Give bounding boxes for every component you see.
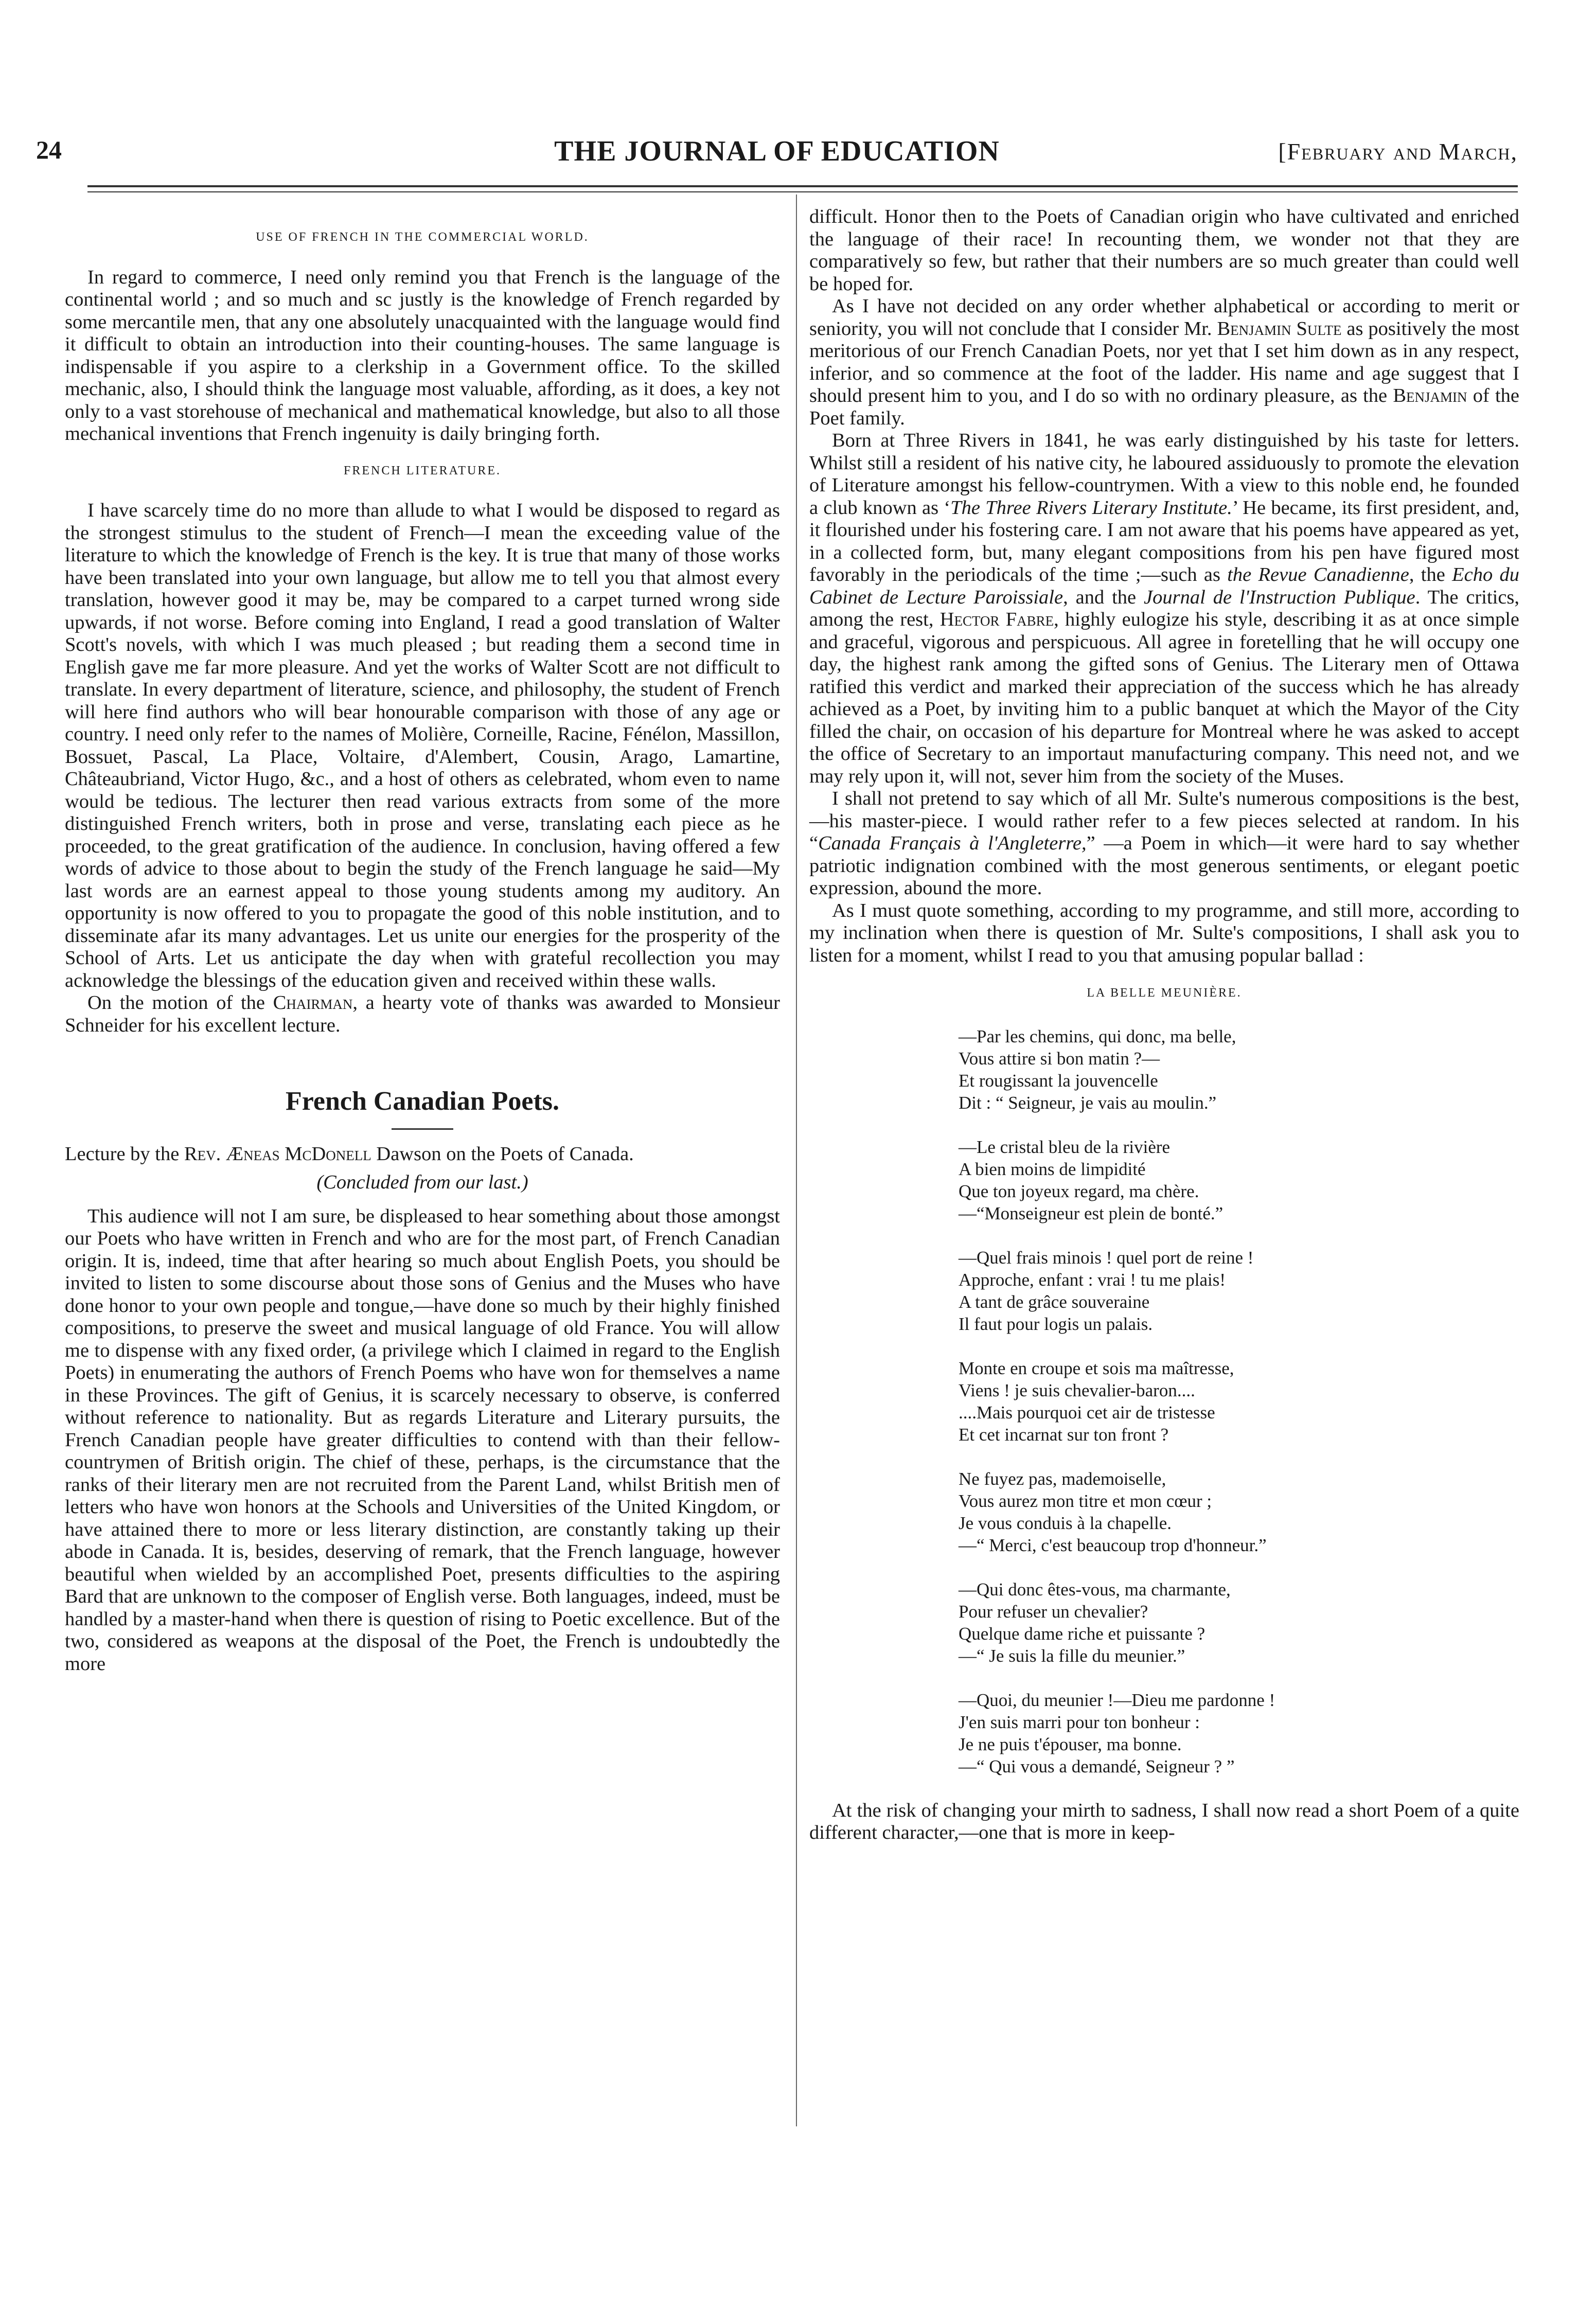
poem [959,1025,1519,1778]
poem-title: LA BELLE MEUNIÈRE. [1087,986,1242,1000]
poem-line: —“ Qui vous a demandé, Seigneur ? ” [959,1756,1235,1777]
poem-line: Quelque dame riche et puissante ? [959,1623,1205,1644]
poem-line: Ne fuyez pas, mademoiselle, [959,1468,1166,1489]
poem-line: Viens ! je suis chevalier-baron.... [959,1380,1195,1400]
right-column [809,206,1519,1844]
poem-line: Vous aurez mon titre et mon cœur ; [959,1490,1212,1511]
poem-line: —Quoi, du meunier !—Dieu me pardonne ! [959,1690,1275,1710]
poem-line: —Le cristal bleu de la rivière [959,1136,1171,1157]
poem-line: —Par les chemins, qui donc, ma belle, [959,1026,1236,1046]
section-title: French Canadian Poets. [285,1087,560,1116]
poem-line: —Quel frais minois ! quel port de reine ! [959,1247,1254,1268]
heading-commerce: USE OF FRENCH IN THE COMMERCIAL WORLD. [256,230,589,244]
poem-line: —“ Je suis la fille du meunier.” [959,1645,1185,1666]
issue-date: [February and March, [1278,138,1518,165]
poem-line: ....Mais pourquoi cet air de tristesse [959,1402,1215,1423]
poem-line: —“Monseigneur est plein de bonté.” [959,1203,1223,1223]
poem-line: Approche, enfant : vrai ! tu me plais! [959,1269,1226,1290]
page-header [36,135,1518,181]
poem-line: Je vous conduis à la chapelle. [959,1513,1172,1533]
byline: Lecture by the Rev. Æneas McDonell Dawson on the Poets of Canada. [65,1143,634,1165]
paragraph-vote-of-thanks: On the motion of the Chairman, a hearty vote of thanks was awarded to Monsieur Schneider for his excellent lecture. [65,992,780,1036]
paragraph-continued: difficult. Honor then to the Poets of Canadian origin who have cultivated and enriched the language of their race! In recounting them, we wonder not that they are comparatively so few, but rather that their numbers are so much greater than could well be hoped for. [809,206,1519,295]
journal-title: THE JOURNAL OF EDUCATION [554,135,1000,167]
header-rule-thin [87,191,1518,192]
poem-line: —“ Merci, c'est beaucoup trop d'honneur.” [959,1535,1267,1555]
poem-line: J'en suis marri pour ton bonheur : [959,1712,1200,1732]
poem-line: Vous attire si bon matin ?— [959,1048,1160,1069]
title-rule [392,1128,453,1130]
poem-stanza [959,1247,1519,1335]
paragraph-ballad-intro: As I must quote something, according to my programme, and still more, according to my inclination when there is question of Mr. Sulte's compositions, I shall ask you to listen for a moment, whilst I read to you that amusing popular ballad : [809,899,1519,966]
poem-line: A bien moins de limpidité [959,1159,1146,1179]
header-rule [87,185,1518,187]
poem-line: Monte en croupe et sois ma maîtresse, [959,1358,1234,1378]
poem-line: Pour refuser un chevalier? [959,1601,1148,1622]
poem-line: Il faut pour logis un palais. [959,1313,1153,1334]
poem-stanza [959,1578,1519,1667]
paragraph-compositions: I shall not pretend to say which of all Mr. Sulte's numerous compositions is the best,—his master-piece. I would rather refer to a few pieces selected at random. In his “Canada Français à l'Angleterre,” —a Poem in which—it were hard to say whether patriotic indignation combined with the most generous sentiments, or elegant poetic expression, abound the more. [809,788,1520,899]
paragraph-literature: I have scarcely time do no more than allude to what I would be disposed to regard as the strongest stimulus to the student of French—I mean the exceeding value of the literature to which the knowledge of French is the key. It is true that many of those works have been translated into your own language, but allow me to tell you that almost every translation, however good it may be, may be compared to a carpet turned wrong side upwards, if not worse. Before coming into England, I read a good translation of Walter Scott's novels, with which I was much pleased ; but reading them a second time in English gave me far more pleasure. And yet the works of Walter Scott are not difficult to translate. In every department of literature, science, and philosophy, the student of French will here find authors who will bear honourable comparison with those of any age or country. I need only refer to the names of Molière, Corneille, Racine, Fénélon, Massillon, Bossuet, Pascal, La Place, Voltaire, d'Alembert, Cousin, Arago, Lamartine, Châteaubriand, Victor Hugo, &c., and a host of others as celebrated, whom even to name would be tedious. The lecturer then read various extracts from some of the more distinguished French writers, both in prose and verse, translating each piece as he proceeded, to the great gratification of the audience. In conclusion, having offered a few words of advice to those about to begin the study of the French language he said—My last words are an earnest appeal to those young students among my auditory. An opportunity is now offered to you to propagate the good of this noble institution, and to disseminate afar its many advantages. Let us unite our energies for the prosperity of the School of Arts. Let us anticipate the day when with grateful recollection you may acknowledge the blessings of the education given and received within these walls. [65,500,780,991]
concluded-note: (Concluded from our last.) [316,1171,528,1193]
poem-line: Que ton joyeux regard, ma chère. [959,1181,1199,1201]
poem-line: —Qui donc êtes-vous, ma charmante, [959,1579,1231,1600]
poem-stanza [959,1025,1519,1114]
poem-line: Et rougissant la jouvencelle [959,1070,1158,1091]
paragraph-sulte-bio: Born at Three Rivers in 1841, he was early distinguished by his taste for letters. Whilst still a resident of his native city, he laboured assiduously to promote the elevation of Literature amongst his fellow-countrymen. With a view to this noble end, he founded a club known as ‘The Three Rivers Literary Institute.’ He became, its first president, and, it flourished under his fostering care. I am not aware that his poems have appeared as yet, in a collected form, but, many elegant compositions from his pen have figured most favorably in the periodicals of the time ;—such as the Revue Canadienne, the Echo du Cabinet de Lecture Paroissiale, and the Journal de l'Instruction Publique. The critics, among the rest, Hector Fabre, highly eulogize his style, describing it as at once simple and graceful, vigorous and perspicuous. All agree in foretelling that he will occupy one day, the highest rank among the gifted sons of Genius. The Literary men of Ottawa ratified this verdict and marked their appreciation of the success which he has already achieved as a Poet, by inviting him to a public banquet at which the Mayor of the City filled the chair, on occasion of his departure for Montreal where he was asked to accept the office of Secretary to an importaut manufacturing company. This need not, and we may rely upon it, will not, sever him from the society of the Muses. [809,430,1520,787]
paragraph-sulte-order: As I have not decided on any order whether alphabetical or according to merit or seniority, you will not conclude that I consider Mr. Benjamin Sulte as positively the most meritorious of our French Canadian Poets, nor yet that I set him down as in any respect, inferior, and so commence at the foot of the ladder. His name and age suggest that I should present him to you, and I do so with no ordinary pleasure, as the Benjamin of the Poet family. [809,295,1519,429]
paragraph-poets-intro: This audience will not I am sure, be displeased to hear something about those amongst our Poets who have written in French and who are for the most part, of French Canadian origin. It is, indeed, time that after hearing so much about English Poets, you should be invited to listen to some discourse about those sons of Genius and the Muses who have done honor to your own people and tongue,—have done so much by their highly finished compositions, to preserve the sweet and musical language of old France. You will allow me to dispense with any fixed order, (a privilege which I claimed in regard to the English Poets) in enumerating the authors of French Poems who have won for themselves a name in these Provinces. The gift of Genius, it is scarcely necessary to observe, is conferred without reference to nationality. But as regards Literature and Literary pursuits, the French Canadian people have greater difficulties to contend with than their fellow-countrymen of British origin. The chief of these, perhaps, is the circumstance that the ranks of their literary men are not recruited from the Parent Land, whilst British men of letters who have won honors at the Schools and Universities of the United Kingdom, or have attained there to more or less literary distinction, are constantly taking up their abode in Canada. It is, besides, deserving of remark, that the French language, however beautiful when wielded by an accomplished Poet, presents difficulties to the aspiring Bard that are unknown to the composer of English verse. Both languages, indeed, must be handled by a master-hand when there is question of rising to Poetic excellence. But of the two, considered as weapons at the disposal of the Poet, the French is undoubtedly the more [65,1205,780,1675]
poem-stanza [959,1468,1519,1556]
heading-literature: FRENCH LITERATURE. [344,464,501,477]
paragraph-commerce: In regard to commerce, I need only remind you that French is the language of the continental world ; and so much and sc justly is the knowledge of French regarded by some mercantile men, that any one absolutely unacquainted with the language would find it difficult to obtain an introduction into their counting-houses. The same language is indispensable if you aspire to a clerkship in a Government office. To the skilled mechanic, also, I should think the language most valuable, affording, as it does, a key not only to a vast storehouse of mechanical and mathematical knowledge, but also to all those mechanical inventions that French ingenuity is daily bringing forth. [65,266,780,445]
poem-stanza [959,1357,1519,1446]
poem-line: Et cet incarnat sur ton front ? [959,1424,1169,1445]
column-divider [796,194,797,2126]
paragraph-after-poem: At the risk of changing your mirth to sadness, I shall now read a short Poem of a quite different character,—one that is more in keep- [809,1799,1519,1843]
poem-stanza [959,1136,1519,1224]
poem-line: Je ne puis t'épouser, ma bonne. [959,1734,1182,1754]
poem-line: A tant de grâce souveraine [959,1291,1150,1312]
left-column [65,206,780,1675]
page-number: 24 [36,135,62,164]
poem-line: Dit : “ Seigneur, je vais au moulin.” [959,1092,1217,1113]
poem-stanza [959,1689,1519,1778]
